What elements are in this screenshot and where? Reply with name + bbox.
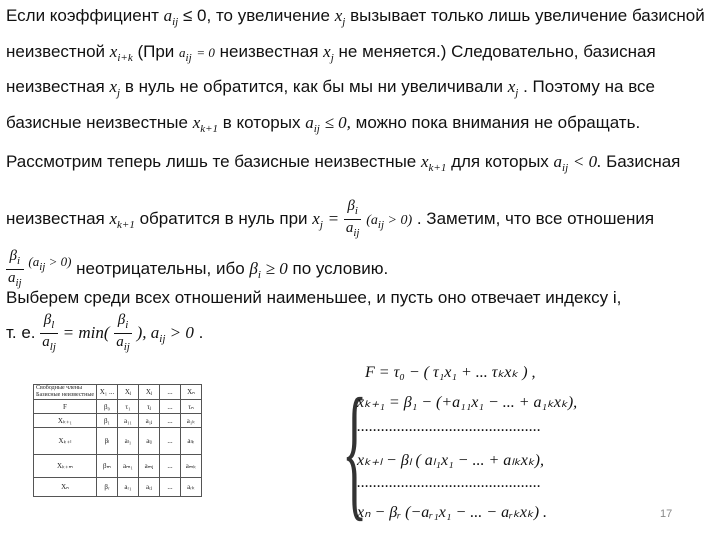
- math-a: $a_{ij}$: [179, 45, 192, 64]
- math-x: $x_{k+1}$: [109, 208, 135, 231]
- text-line-5: [6, 152, 680, 174]
- text-line-2: [6, 42, 656, 64]
- table-cell: τ₁: [118, 400, 139, 414]
- text-segment: по условию.: [292, 258, 389, 278]
- text-line-4: [6, 113, 640, 135]
- simplex-table: [33, 384, 202, 497]
- text-segment: Выберем среди всех отношений наименьшее, и пусть оно отвечает индексу i,: [6, 288, 622, 307]
- fraction-beta-over-a: $\frac{\beta_i}{a_{ij}}$: [345, 198, 360, 239]
- math-x: $x_{i+k}$: [109, 42, 133, 64]
- table-cell: Xₙ: [34, 478, 97, 497]
- text-segment: Базисная: [606, 152, 681, 171]
- table-header-cell: ...: [160, 385, 181, 400]
- fraction-beta-i-over-a: $\frac{\beta_i}{a_{ij}}$: [116, 312, 130, 353]
- table-cell: Xₖ₊ₘ: [34, 455, 97, 478]
- table-cell: aᵣₖ: [181, 478, 202, 497]
- text-segment: неизвестной: [6, 42, 106, 61]
- table-cell: a₁ⱼ: [139, 414, 160, 428]
- text-segment: в которых: [222, 113, 301, 132]
- math-a: $a_{ij}$: [163, 6, 179, 28]
- math-condition: (aij > 0): [28, 253, 72, 273]
- table-cell: ...: [160, 478, 181, 497]
- text-segment: неизвестная: [6, 208, 105, 228]
- math-beta: $\beta_i$: [249, 258, 261, 281]
- text-segment: . Поэтому на все: [523, 77, 656, 96]
- text-line-6: [6, 198, 654, 241]
- math-ineq: ≤ 0,: [324, 113, 351, 132]
- text-segment: не меняется.) Следовательно, базисная: [338, 42, 656, 61]
- math-x: $x_j$: [507, 77, 519, 99]
- text-segment: неизвестная: [219, 42, 319, 61]
- math-x: $x_j$: [109, 77, 121, 99]
- math-x: $x_{k+1}$: [421, 152, 447, 174]
- table-row: [34, 400, 202, 414]
- text-segment: обратится в нуль при: [139, 208, 308, 228]
- math-a: $a_{ij}$: [305, 113, 320, 135]
- text-segment: ≤ 0, то увеличение: [182, 6, 331, 25]
- table-cell: βₘ: [97, 455, 118, 478]
- system-brace: {: [342, 368, 368, 534]
- equation-dots: ..............................................: [357, 474, 541, 491]
- equation-row: xₖ₊ₗ − βₗ ( aₗ₁x₁ − ... + aₗₖxₖ),: [357, 452, 544, 469]
- text-segment: Рассмотрим теперь лишь те базисные неизвестные: [6, 152, 417, 171]
- math-condition: $(a_{ij} > 0)$: [366, 212, 413, 231]
- table-cell: ...: [160, 400, 181, 414]
- table-cell: aᵣⱼ: [139, 478, 160, 497]
- math-ineq: < 0.: [572, 152, 602, 171]
- table-row: [34, 455, 202, 478]
- text-line-3: [6, 77, 655, 99]
- equation-objective: F = τ₀ − ( τ₁x₁ + ... τₖxₖ ) ,: [365, 364, 536, 381]
- table-cell: β₀: [97, 400, 118, 414]
- math-condition: ), $a_{ij} > 0$: [136, 322, 194, 345]
- table-cell: a₁₁: [118, 414, 139, 428]
- table-cell: βᵣ: [97, 478, 118, 497]
- table-cell: aₘⱼ: [139, 455, 160, 478]
- text-segment: в нуль не обратится, как бы мы ни увеличивали: [124, 77, 503, 96]
- table-cell: τⱼ: [139, 400, 160, 414]
- table-cell: aₗ₁: [118, 428, 139, 455]
- math-x: $x_j$: [334, 6, 346, 28]
- equation-row: xₙ − βᵣ (−aᵣ₁x₁ − ... − aᵣₖxₖ) .: [357, 504, 548, 521]
- table-cell: F: [34, 400, 97, 414]
- math-x: $x_j$: [312, 208, 323, 231]
- equation-dots: ..............................................: [357, 418, 541, 435]
- text-segment: неотрицательны, ибо: [76, 258, 245, 278]
- math-a: $a_{ij}$: [553, 152, 569, 174]
- table-header-cell: X₁ ...: [97, 385, 118, 400]
- math-eq: = 0: [196, 45, 215, 60]
- text-segment: вызывает только лишь увеличение базисной: [350, 6, 705, 25]
- table-cell: aₗₖ: [181, 428, 202, 455]
- table-cell: aₘ₁: [118, 455, 139, 478]
- table-cell: β₁: [97, 414, 118, 428]
- table-cell: τₙ: [181, 400, 202, 414]
- table-row: [34, 478, 202, 497]
- text-segment: для которых: [451, 152, 549, 171]
- table-cell: Xₖ₊₁: [34, 414, 97, 428]
- table-header-cell: Xⱼ: [139, 385, 160, 400]
- equation-row: xₖ₊₁ = β₁ − (+a₁₁x₁ − ... + a₁ₖxₖ),: [357, 394, 578, 411]
- table-cell: a₁ₖ: [181, 414, 202, 428]
- text-line-9: [6, 312, 203, 355]
- table-header-row: [34, 385, 202, 400]
- text-line-1: [6, 6, 705, 28]
- table-cell: ...: [160, 455, 181, 478]
- text-segment: т. е.: [6, 322, 36, 342]
- text-segment: можно пока внимания не обращать.: [355, 113, 641, 132]
- math-x: $x_{k+1}$: [192, 113, 219, 135]
- table-cell: aᵣ₁: [118, 478, 139, 497]
- page-number: 17: [660, 508, 673, 520]
- text-segment: . Заметим, что все отношения: [416, 208, 655, 228]
- table-row: [34, 414, 202, 428]
- text-line-7: [6, 248, 388, 291]
- math-eq: =: [327, 208, 340, 228]
- table-cell: aₗⱼ: [139, 428, 160, 455]
- table-row: [34, 428, 202, 455]
- table-cell: ...: [160, 428, 181, 455]
- fraction-beta-l-over-a: $\frac{\beta_l}{a_{lj}}$: [42, 312, 56, 353]
- table-header-cell: Xⱼ: [118, 385, 139, 400]
- fraction-beta-over-a: $\frac{\beta_i}{a_{ij}}$: [8, 248, 22, 289]
- math-ineq: ≥ 0: [265, 258, 288, 278]
- table-cell: aₘₖ: [181, 455, 202, 478]
- math-x: $x_j$: [323, 42, 334, 64]
- text-segment: Если коэффициент: [6, 6, 159, 25]
- text-segment: базисные неизвестные: [6, 113, 188, 132]
- table-cell: βₗ: [97, 428, 118, 455]
- table-cell: ...: [160, 414, 181, 428]
- math-min: = min(: [62, 322, 110, 342]
- text-line-8: [6, 288, 621, 308]
- table-header-cell: Свободные члены Базисные неизвестные: [34, 385, 97, 400]
- text-segment: (При: [137, 42, 175, 61]
- table-cell: Xₖ₊ₗ: [34, 428, 97, 455]
- table-header-cell: Xₙ: [181, 385, 202, 400]
- text-segment: .: [198, 322, 204, 342]
- text-segment: неизвестная: [6, 77, 105, 96]
